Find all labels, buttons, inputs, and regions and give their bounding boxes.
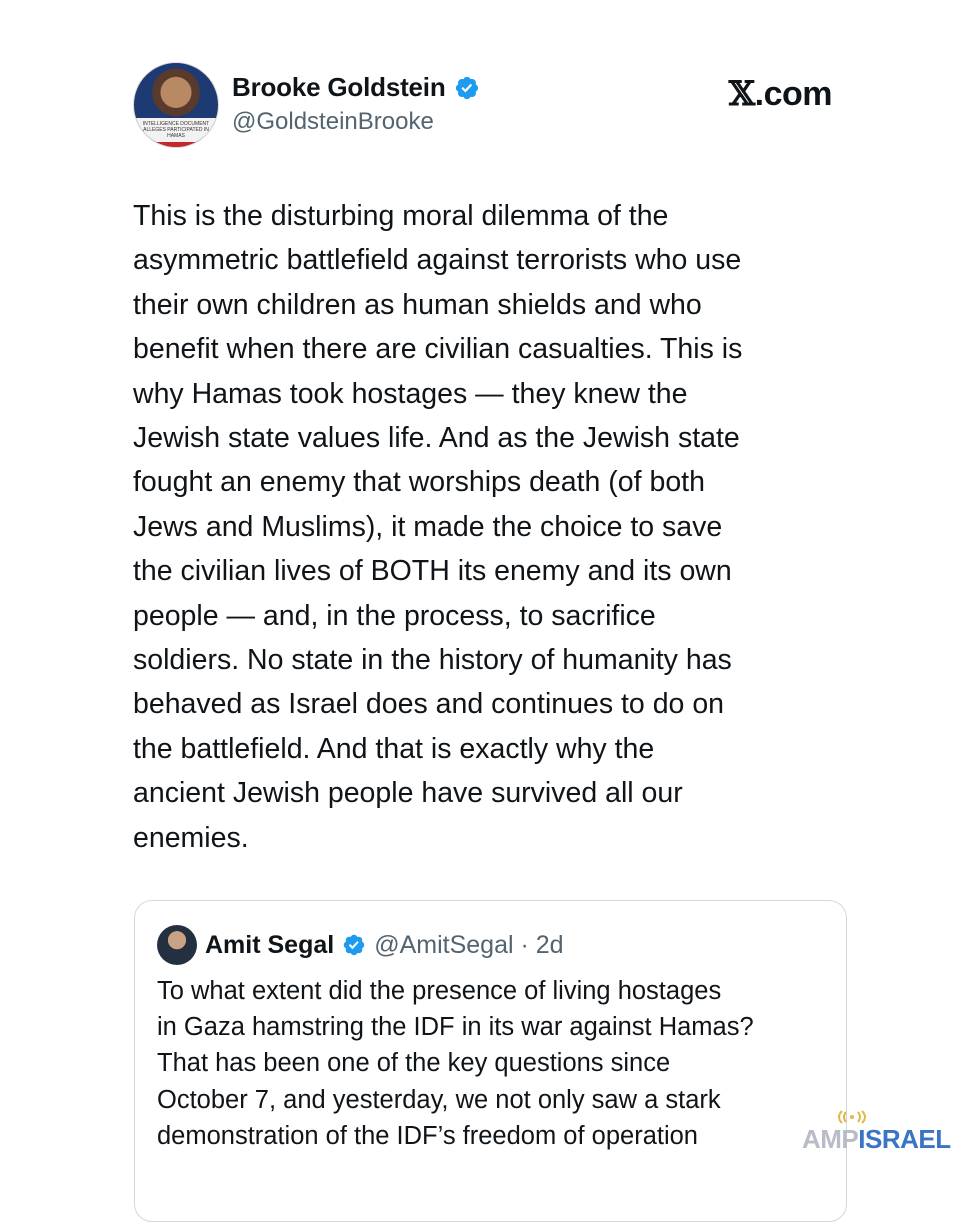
site-label	[729, 74, 832, 114]
watermark-text	[802, 1124, 951, 1155]
author-handle[interactable]: @GoldsteinBrooke	[232, 108, 434, 135]
site-label-text: .com	[754, 75, 832, 113]
quoted-author-avatar[interactable]	[157, 925, 197, 965]
quoted-post-header	[157, 925, 564, 965]
x-logo-icon: 𝕏	[728, 74, 755, 114]
author-avatar[interactable]	[133, 62, 219, 148]
quoted-post-text: To what extent did the presence of living hostages in Gaza hamstring the IDF in its war against Hamas? That has been one of the key questions since October 7, and yesterday, we not only saw a stark demonstration of the IDF’s freedom of operation	[157, 977, 754, 1150]
amp-israel-watermark	[802, 1110, 951, 1160]
watermark-part2: ISRAEL	[858, 1124, 951, 1154]
avatar-caption: INTELLIGENCE DOCUMENT ALLEGES PARTICIPATED IN HAMAS	[134, 118, 218, 147]
quoted-author-name[interactable]: Amit Segal	[205, 930, 335, 959]
quoted-post[interactable]	[134, 900, 847, 1222]
verified-badge-icon	[342, 933, 366, 957]
author-name[interactable]: Brooke Goldstein	[232, 72, 446, 102]
verified-badge-icon	[454, 75, 480, 101]
avatar-breaking-bar	[156, 142, 196, 147]
watermark-part1: AMP	[802, 1124, 859, 1154]
broadcast-waves-icon	[832, 1110, 872, 1124]
author-name-row	[232, 72, 480, 103]
quoted-author-handle-time[interactable]: @AmitSegal · 2d	[374, 930, 564, 959]
post-text: This is the disturbing moral dilemma of the asymmetric battlefield against terrorists who use their own children as human shields and who benefit when there are civilian casualties. This is why Hamas took hostages — they knew the Jewish state values life. And as the Jewish state fought an enemy that worships death (of both Jews and Muslims), it made the choice to save the civilian lives of BOTH its enemy and its own people — and, in the process, to sacrifice soldiers. No state in the history of humanity has behaved as Israel does and continues to do on the battlefield. And that is exactly why the ancient Jewish people have survived all our enemies.	[133, 200, 743, 854]
